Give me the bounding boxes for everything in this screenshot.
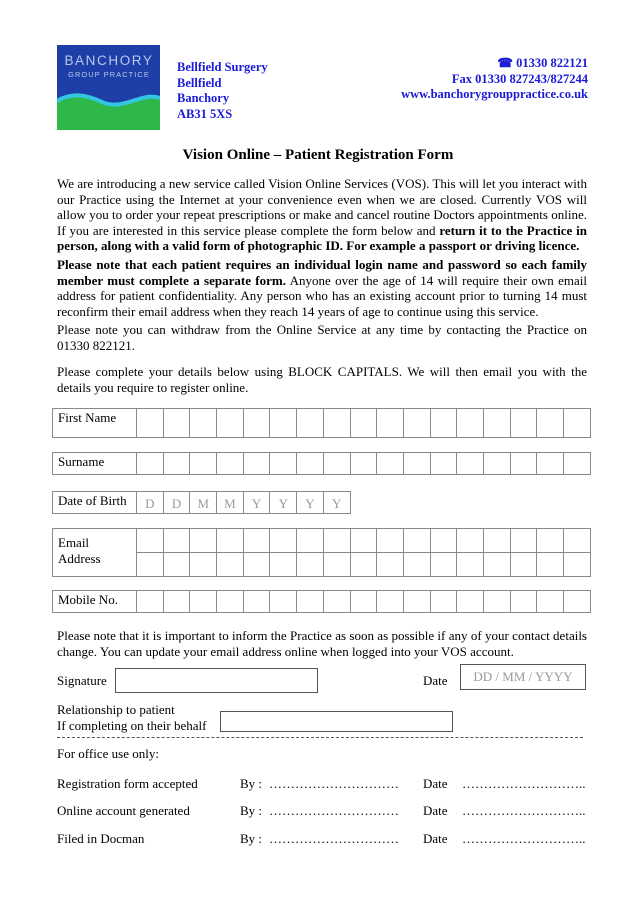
address-line: Bellfield (177, 75, 222, 90)
char-cell[interactable] (564, 591, 591, 613)
phone-icon: ☎ (497, 56, 513, 70)
date-field[interactable]: ……………………….. (462, 803, 586, 818)
by-field[interactable]: ………………………… (269, 776, 399, 791)
char-cell[interactable] (537, 591, 564, 613)
date-label: Date (423, 831, 448, 846)
char-cell[interactable] (483, 409, 510, 438)
signature-date-input[interactable]: DD / MM / YYYY (460, 664, 586, 690)
char-cell[interactable] (430, 553, 457, 577)
surname-label: Surname (53, 453, 137, 475)
website-link[interactable]: www.banchorygrouppractice.co.uk (401, 87, 588, 101)
relationship-label (57, 702, 206, 733)
surname-field[interactable] (52, 452, 591, 475)
char-cell[interactable] (243, 453, 270, 475)
first-name-label: First Name (53, 409, 137, 438)
char-cell[interactable] (564, 409, 591, 438)
intro-text: We are introducing a new service called Vision Online Services (VOS). This will let you interact with our Practice using the Internet at your convenience even when we are closed. Currently VOS will allow you to order your repeat prescriptions or make and cancel routine Doctors appointments online. If you are interested in this service please complete the form below and (57, 176, 587, 238)
char-cell[interactable] (430, 529, 457, 553)
char-cell[interactable] (163, 553, 190, 577)
intro-bold-text: return it to the Practice in person, along with a valid form of photographic ID. For example a passport or driving licence. (57, 222, 587, 254)
login-note-paragraph (57, 257, 587, 319)
dob-month-cell[interactable]: M (217, 492, 244, 514)
char-cell[interactable] (483, 453, 510, 475)
fax-number: Fax 01330 827243/827244 (451, 71, 588, 86)
by-field[interactable]: ………………………… (269, 831, 399, 846)
by-field[interactable]: ………………………… (269, 803, 399, 818)
block-capitals-paragraph: Please complete your details below using BLOCK CAPITALS. We will then email you with the details you require to register online. (57, 364, 587, 395)
char-cell[interactable] (403, 409, 430, 438)
char-cell[interactable] (430, 591, 457, 613)
char-cell[interactable] (510, 453, 537, 475)
office-row-label: Online account generated (57, 803, 190, 818)
email-label-line2: Address (58, 551, 101, 566)
char-cell[interactable] (323, 529, 350, 553)
char-cell[interactable] (163, 453, 190, 475)
mobile-label: Mobile No. (53, 591, 137, 613)
signature-label: Signature (57, 673, 107, 688)
char-cell[interactable] (243, 529, 270, 553)
char-cell[interactable] (297, 591, 324, 613)
dob-day-cell[interactable]: D (137, 492, 164, 514)
date-label: Date (423, 776, 448, 791)
mobile-number-field[interactable] (52, 590, 591, 613)
char-cell[interactable] (217, 529, 244, 553)
relationship-input[interactable] (220, 711, 453, 732)
contact-change-notice: Please note that it is important to inform the Practice as soon as possible if any of your contact details change. You can update your email address online when logged into your VOS account. (57, 628, 587, 659)
char-cell[interactable] (483, 591, 510, 613)
char-cell[interactable] (537, 553, 564, 577)
by-label: By : (240, 831, 263, 846)
dob-day-cell[interactable]: D (163, 492, 190, 514)
withdraw-paragraph: Please note you can withdraw from the Online Service at any time by contacting the Practice on 01330 822121. (57, 322, 587, 353)
char-cell[interactable] (564, 553, 591, 577)
char-cell[interactable] (270, 529, 297, 553)
office-row-registration (57, 776, 597, 794)
office-use-separator (57, 737, 583, 738)
char-cell[interactable] (270, 409, 297, 438)
login-note-text: Anyone over the age of 14 will require their own email address for patient confidentiality. Any person who has an existing account prior to turning 14 must reconfirm their email address when they reach 14 years of age to continue using this service. (57, 272, 587, 319)
login-note-bold: Please note that each patient requires an individual login name and password so each family member must complete a separate form. (57, 257, 587, 288)
char-cell[interactable] (190, 553, 217, 577)
char-cell[interactable] (190, 453, 217, 475)
char-cell[interactable] (323, 591, 350, 613)
office-row-label: Filed in Docman (57, 831, 145, 846)
char-cell[interactable] (510, 409, 537, 438)
char-cell[interactable] (243, 553, 270, 577)
practice-contact (401, 56, 588, 103)
char-cell[interactable] (323, 553, 350, 577)
by-label: By : (240, 776, 263, 791)
char-cell[interactable] (537, 409, 564, 438)
char-cell[interactable] (564, 529, 591, 553)
char-cell[interactable] (430, 409, 457, 438)
date-label: Date (423, 803, 448, 818)
char-cell[interactable] (537, 529, 564, 553)
char-cell[interactable] (190, 529, 217, 553)
char-cell[interactable] (350, 553, 377, 577)
char-cell[interactable] (350, 529, 377, 553)
char-cell[interactable] (243, 591, 270, 613)
address-line: Banchory (177, 91, 230, 105)
char-cell[interactable] (483, 529, 510, 553)
char-cell[interactable] (350, 453, 377, 475)
office-use-heading: For office use only: (57, 746, 159, 761)
char-cell[interactable] (297, 409, 324, 438)
dob-label: Date of Birth (53, 492, 137, 514)
char-cell[interactable] (217, 409, 244, 438)
char-cell[interactable] (403, 529, 430, 553)
office-row-label: Registration form accepted (57, 776, 198, 791)
email-label-line1: Email (58, 535, 90, 550)
address-line: AB31 5XS (177, 106, 233, 121)
practice-logo (57, 45, 160, 130)
date-field[interactable]: ……………………….. (462, 831, 586, 846)
form-title: Vision Online – Patient Registration Form (182, 147, 454, 163)
phone-number: 01330 822121 (516, 56, 588, 70)
char-cell[interactable] (403, 453, 430, 475)
char-cell[interactable] (137, 553, 164, 577)
char-cell[interactable] (377, 553, 404, 577)
dob-month-cell[interactable]: M (190, 492, 217, 514)
char-cell[interactable] (270, 591, 297, 613)
char-cell[interactable] (483, 553, 510, 577)
address-line: Bellfield Surgery (177, 60, 268, 74)
office-row-account (57, 803, 597, 821)
relationship-label-line1: Relationship to patient (57, 702, 175, 717)
char-cell[interactable] (457, 553, 484, 577)
relationship-label-line2: If completing on their behalf (57, 717, 207, 733)
char-cell[interactable] (457, 529, 484, 553)
char-cell[interactable] (270, 453, 297, 475)
char-cell[interactable] (163, 591, 190, 613)
dob-year-cell[interactable]: Y (270, 492, 297, 514)
char-cell[interactable] (457, 591, 484, 613)
char-cell[interactable] (323, 409, 350, 438)
char-cell[interactable] (270, 553, 297, 577)
char-cell[interactable] (377, 529, 404, 553)
logo-line2: GROUP PRACTICE (68, 70, 150, 79)
char-cell[interactable] (190, 591, 217, 613)
char-cell[interactable] (137, 529, 164, 553)
practice-address (177, 60, 268, 122)
char-cell[interactable] (350, 409, 377, 438)
char-cell[interactable] (377, 409, 404, 438)
char-cell[interactable] (510, 553, 537, 577)
char-cell[interactable] (403, 553, 430, 577)
char-cell[interactable] (137, 591, 164, 613)
char-cell[interactable] (457, 409, 484, 438)
signature-input[interactable] (115, 668, 318, 693)
char-cell[interactable] (510, 529, 537, 553)
dob-year-cell[interactable]: Y (323, 492, 350, 514)
char-cell[interactable] (163, 409, 190, 438)
date-of-birth-field[interactable] (52, 491, 351, 514)
char-cell[interactable] (297, 553, 324, 577)
office-row-docman (57, 831, 597, 849)
email-label (53, 529, 137, 577)
char-cell[interactable] (217, 453, 244, 475)
char-cell[interactable] (297, 529, 324, 553)
char-cell[interactable] (137, 409, 164, 438)
char-cell[interactable] (350, 591, 377, 613)
char-cell[interactable] (323, 453, 350, 475)
signature-date-label: Date (423, 673, 448, 688)
char-cell[interactable] (564, 453, 591, 475)
char-cell[interactable] (217, 553, 244, 577)
char-cell[interactable] (457, 453, 484, 475)
date-field[interactable]: ……………………….. (462, 776, 586, 791)
email-address-field[interactable] (52, 528, 591, 577)
char-cell[interactable] (137, 453, 164, 475)
intro-paragraph (57, 176, 587, 254)
first-name-field[interactable] (52, 408, 591, 438)
char-cell[interactable] (217, 591, 244, 613)
char-cell[interactable] (537, 453, 564, 475)
logo-line1: BANCHORY (64, 53, 154, 68)
char-cell[interactable] (163, 529, 190, 553)
char-cell[interactable] (377, 453, 404, 475)
char-cell[interactable] (377, 591, 404, 613)
by-label: By : (240, 803, 263, 818)
dob-year-cell[interactable]: Y (297, 492, 324, 514)
char-cell[interactable] (510, 591, 537, 613)
dob-year-cell[interactable]: Y (243, 492, 270, 514)
char-cell[interactable] (297, 453, 324, 475)
char-cell[interactable] (243, 409, 270, 438)
char-cell[interactable] (403, 591, 430, 613)
char-cell[interactable] (190, 409, 217, 438)
char-cell[interactable] (430, 453, 457, 475)
